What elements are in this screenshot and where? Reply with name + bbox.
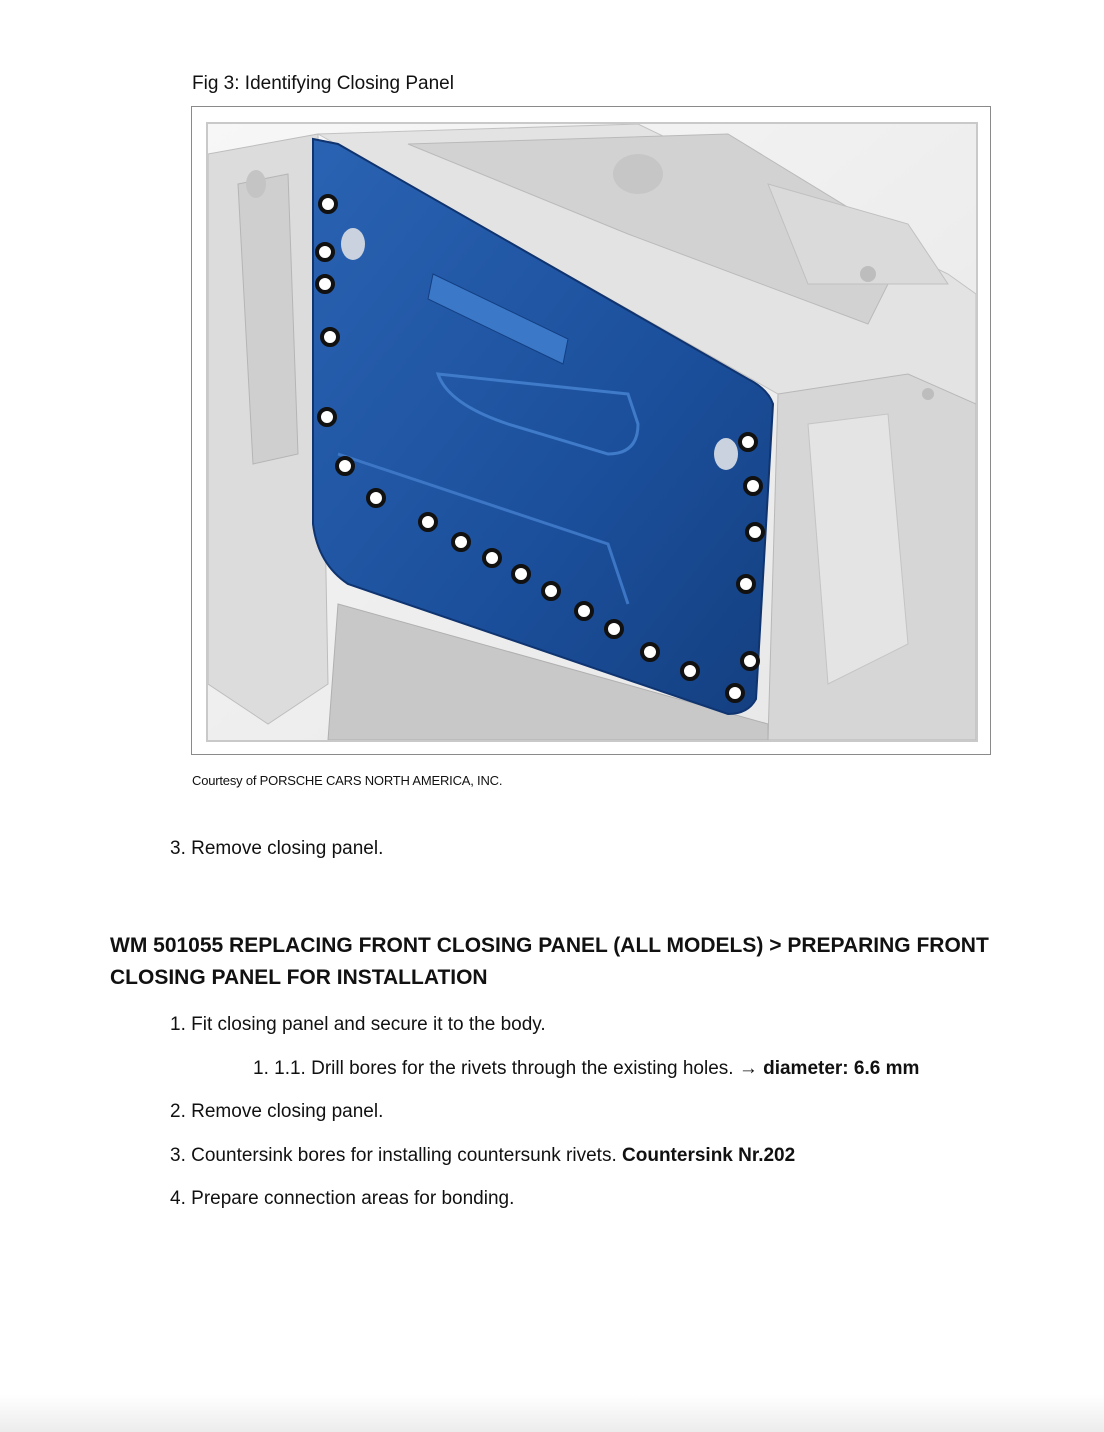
page-bottom-shadow [0, 1395, 1104, 1432]
list-item [170, 1188, 514, 1210]
step-text: Countersink bores for installing countersunk rivets. [191, 1145, 623, 1166]
figure-frame [191, 106, 991, 755]
image-credit: Courtesy of PORSCHE CARS NORTH AMERICA, INC. [192, 773, 503, 788]
list-item [170, 1145, 795, 1167]
step-number: 3. [170, 1145, 186, 1166]
figure-caption: Fig 3: Identifying Closing Panel [192, 73, 454, 94]
step-text: Remove closing panel. [191, 1101, 384, 1122]
section-heading: WM 501055 REPLACING FRONT CLOSING PANEL (ALL MODELS) > PREPARING FRONT CLOSING PANEL FOR INSTALLATION [110, 934, 989, 989]
step-number: 1. [170, 1014, 186, 1035]
list-item [170, 838, 383, 860]
step-text: Remove closing panel. [191, 838, 384, 859]
step-number: 3. [170, 838, 186, 859]
drill-diameter-spec: diameter: 6.6 mm [763, 1058, 920, 1079]
step-number: 2. [170, 1101, 186, 1122]
step-text: Drill bores for the rivets through the existing holes. → [311, 1058, 764, 1079]
closing-panel-illustration [206, 122, 978, 742]
list-item [170, 1014, 546, 1036]
step-number: 1. 1.1. [253, 1058, 306, 1079]
list-item [253, 1058, 919, 1080]
step-text: Prepare connection areas for bonding. [191, 1188, 515, 1209]
list-item [170, 1101, 383, 1123]
step-number: 4. [170, 1188, 186, 1209]
step-text: Fit closing panel and secure it to the body. [191, 1014, 546, 1035]
countersink-tool-spec: Countersink Nr.202 [622, 1145, 796, 1166]
